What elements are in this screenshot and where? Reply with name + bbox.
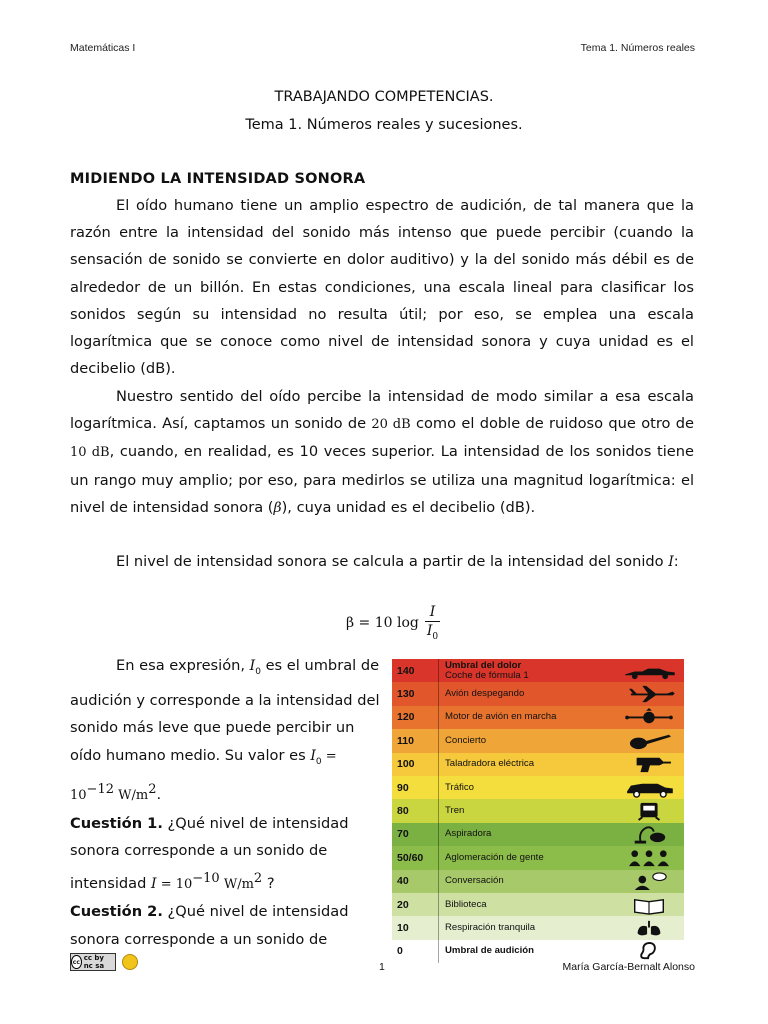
decibel-value: 100 (392, 753, 439, 776)
decibel-label-main: Taladradora eléctrica (445, 758, 535, 770)
paragraph-2 (70, 383, 694, 522)
value-20db: 20 dB (371, 417, 411, 433)
decibel-label-main: Tráfico (445, 781, 474, 793)
decibel-value: 110 (392, 729, 439, 752)
conversation-icon (614, 870, 684, 893)
decibel-label-main: Aspiradora (445, 828, 492, 840)
question-1-text: ¿Qué nivel de intensidad sonora corresponde a un sonido de intensidad (70, 814, 349, 892)
question-1-label: Cuestión 1. (70, 814, 163, 832)
decibel-value: 70 (392, 823, 439, 846)
i0-value-var: I (310, 747, 316, 764)
creative-commons-badge (70, 953, 116, 971)
paragraph-2-text-a: Nuestro sentido del oído percibe la intensidad de modo similar a esa escala logarítmica. Así, captamos un sonido de (70, 388, 694, 433)
coin-icon (122, 954, 138, 970)
decibel-label (439, 923, 614, 933)
decibel-label (439, 876, 614, 886)
decibel-label (439, 661, 614, 681)
p4-text-a: En esa expresión, (116, 657, 250, 674)
decibel-row (392, 893, 684, 916)
p4-text-b: es el umbral de audición y corresponde a la intensidad del sonido más leve que puede percibir un oído humano medio. Su valor es (70, 657, 380, 764)
decibel-label-main: Umbral del dolor (445, 659, 522, 671)
decibel-row (392, 799, 684, 822)
train-icon (614, 799, 684, 822)
decibel-label (439, 783, 614, 793)
decibel-value: 20 (392, 893, 439, 916)
paragraph-1-text: El oído humano tiene un amplio espectro de audición, de tal manera que la razón entre la intensidad del sonido más intenso que puede percibir (cuando la sensación de sonido se convierte en dolor auditivo) y la del sonido más débil es de alrededor de un billón. En estas condiciones, una escala lineal para clasificar los sonidos según su intensidad no resulta útil; por eso, se emplea una escala logarítmica que se conoce como nivel de intensidad sonora y cuya unidad es el decibelio (dB). (70, 197, 694, 378)
decibel-value: 10 (392, 916, 439, 939)
crowd-icon (614, 846, 684, 869)
formula-fraction (425, 604, 440, 642)
left-column-text: En esa expresión, $I_0$ es el umbral de audición y corresponde a la intensidad del sonido más leve que puede percibir un oído humano medio. Su valor es $I_0 = 10^{-12}$ $W/m^2$. Cuestión 1. ¿Qué nivel de intensidad sonora corresponde a un sonido de intensidad $I = 10^{-10}$ $W/m^2$ ? Cuestión 2. ¿Qué nivel de intensidad sonora corresponde a un sonido de (70, 657, 380, 948)
paragraph-3-text: El nivel de intensidad sonora se calcula a partir de la intensidad del sonido (116, 553, 669, 570)
guitar-icon (614, 729, 684, 752)
decibel-value: 140 (392, 659, 439, 682)
header-topic: Tema 1. Números reales (580, 42, 695, 54)
formula-numerator: I (429, 604, 436, 620)
decibel-value: 50/60 (392, 846, 439, 869)
decibel-value: 130 (392, 682, 439, 705)
question-2-text: ¿Qué nivel de intensidad sonora corresponde a un sonido de (70, 903, 349, 948)
decibel-label-main: Conversación (445, 875, 504, 887)
paragraph-3-end: : (673, 553, 679, 570)
page-number: 1 (379, 961, 385, 973)
decibel-row (392, 916, 684, 939)
drill-icon (614, 753, 684, 776)
decibel-label-main: Avión despegando (445, 688, 525, 700)
decibel-label-main: Respiración tranquila (445, 921, 536, 933)
decibel-value: 120 (392, 706, 439, 729)
decibel-value: 80 (392, 799, 439, 822)
decibel-row (392, 776, 684, 799)
license-text: cc by nc sa (83, 954, 105, 970)
airplane-icon (614, 682, 684, 705)
decibel-label (439, 712, 614, 722)
decibel-label-secondary: Coche de fórmula 1 (445, 669, 529, 681)
book-icon (614, 893, 684, 916)
cc-icon: cc (71, 955, 82, 969)
decibel-label (439, 759, 614, 769)
decibel-row (392, 823, 684, 846)
decibel-row (392, 659, 684, 682)
decibel-label (439, 900, 614, 910)
decibel-row (392, 706, 684, 729)
decibel-label-main: Biblioteca (445, 898, 487, 910)
paragraph-1 (70, 192, 694, 382)
decibel-row (392, 940, 684, 963)
page-title: TRABAJANDO COMPETENCIAS. (274, 89, 494, 105)
value-10db: 10 dB (70, 445, 110, 461)
beta-symbol: β (273, 499, 282, 516)
race-car-icon (614, 659, 684, 682)
formula-denominator: $I_0$ (426, 623, 439, 642)
decibel-label (439, 946, 614, 956)
decibel-label (439, 829, 614, 839)
paragraph-2-text-b: como el doble de ruidoso que otro de (410, 415, 695, 433)
decibel-value: 40 (392, 870, 439, 893)
decibel-row (392, 753, 684, 776)
decibel-label-main: Concierto (445, 734, 487, 746)
decibel-value: 0 (392, 940, 439, 963)
ear-icon (614, 940, 684, 963)
author-name: María García-Bernalt Alonso (562, 961, 695, 973)
decibel-label (439, 806, 614, 816)
page-subtitle: Tema 1. Números reales y sucesiones. (245, 117, 523, 133)
car-icon (614, 776, 684, 799)
decibel-label (439, 853, 614, 863)
decibel-row (392, 682, 684, 705)
i0-value: = 10 (70, 748, 337, 804)
header-subject: Matemáticas I (70, 42, 136, 54)
decibel-value: 90 (392, 776, 439, 799)
decibel-scale-table (392, 659, 684, 963)
formula-lhs: β = 10 log (346, 614, 419, 631)
decibel-label (439, 736, 614, 746)
lungs-icon (614, 916, 684, 939)
section-heading: MIDIENDO LA INTENSIDAD SONORA (70, 171, 366, 187)
q1-value: = 10 (156, 876, 193, 892)
decibel-row (392, 846, 684, 869)
decibel-row (392, 729, 684, 752)
vacuum-icon (614, 823, 684, 846)
q1-unit: W/m (219, 876, 254, 892)
q1-var: I (151, 875, 157, 892)
decibel-label-main: Aglomeración de gente (445, 851, 544, 863)
paragraph-3 (70, 548, 694, 576)
jet-engine-icon (614, 706, 684, 729)
paragraph-2-text-c: , cuando, en realidad, es 10 veces superior. La intensidad de los sonidos tiene un rango muy amplio; por eso, para medirlos se utiliza una magnitud logarítmica: el nivel de intensidad sonora ( (70, 443, 694, 516)
decibel-label-main: Umbral de audición (445, 945, 535, 957)
intensity-symbol: I (668, 554, 674, 570)
decibel-label-main: Motor de avión en marcha (445, 711, 557, 723)
decibel-row (392, 870, 684, 893)
decibel-label-main: Tren (445, 805, 465, 817)
question-2-label: Cuestión 2. (70, 903, 163, 921)
paragraph-2-text-d: ), cuya unidad es el decibelio (dB). (281, 498, 536, 516)
decibel-formula (346, 604, 440, 642)
decibel-label (439, 689, 614, 699)
i0-unit: W/m (113, 788, 149, 804)
i0-symbol: I (249, 658, 256, 674)
